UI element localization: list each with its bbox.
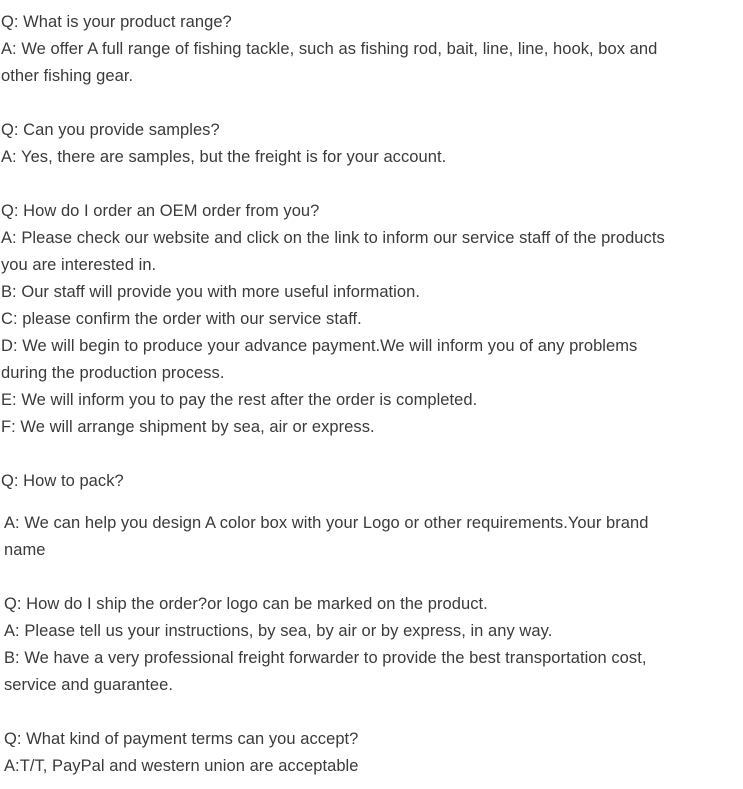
spacer [1,90,743,117]
spacer [1,495,743,510]
answer-oem-e: E: We will inform you to pay the rest after the order is completed. [1,391,478,409]
answer-oem-b: B: Our staff will provide you with more useful information. [1,283,420,301]
answer-product-range-line-2: other fishing gear. [1,67,134,85]
answer-oem-a-line-1: A: Please check our website and click on the link to inform our service staff of the products [1,229,665,247]
answer-oem-c: C: please confirm the order with our service staff. [1,310,362,328]
spacer [1,564,743,591]
spacer [1,699,743,726]
spacer [1,171,743,198]
answer-oem-d-line-1: D: We will begin to produce your advance payment.We will inform you of any problems [1,337,638,355]
answer-shipping-b-line-1: B: We have a very professional freight forwarder to provide the best transportation cost, [4,649,647,667]
question-product-range: Q: What is your product range? [1,13,232,31]
answer-packing-line-2: name [4,541,46,559]
answer-shipping-b-line-2: service and guarantee. [4,676,173,694]
question-oem-order: Q: How do I order an OEM order from you? [1,202,320,220]
question-samples: Q: Can you provide samples? [1,121,220,139]
faq-content [1,9,743,780]
spacer [1,441,743,468]
answer-shipping-a: A: Please tell us your instructions, by sea, by air or by express, in any way. [4,622,553,640]
question-shipping: Q: How do I ship the order?or logo can be marked on the product. [4,595,488,613]
answer-packing-line-1: A: We can help you design A color box with your Logo or other requirements.Your brand [4,514,649,532]
question-packing: Q: How to pack? [1,472,124,490]
answer-oem-a-line-2: you are interested in. [1,256,157,274]
answer-oem-f: F: We will arrange shipment by sea, air or express. [1,418,375,436]
answer-samples: A: Yes, there are samples, but the freight is for your account. [1,148,447,166]
answer-oem-d-line-2: during the production process. [1,364,225,382]
answer-payment-terms: A:T/T, PayPal and western union are acceptable [4,757,359,775]
question-payment-terms: Q: What kind of payment terms can you accept? [4,730,359,748]
answer-product-range-line-1: A: We offer A full range of fishing tackle, such as fishing rod, bait, line, line, hook, box and [1,40,658,58]
